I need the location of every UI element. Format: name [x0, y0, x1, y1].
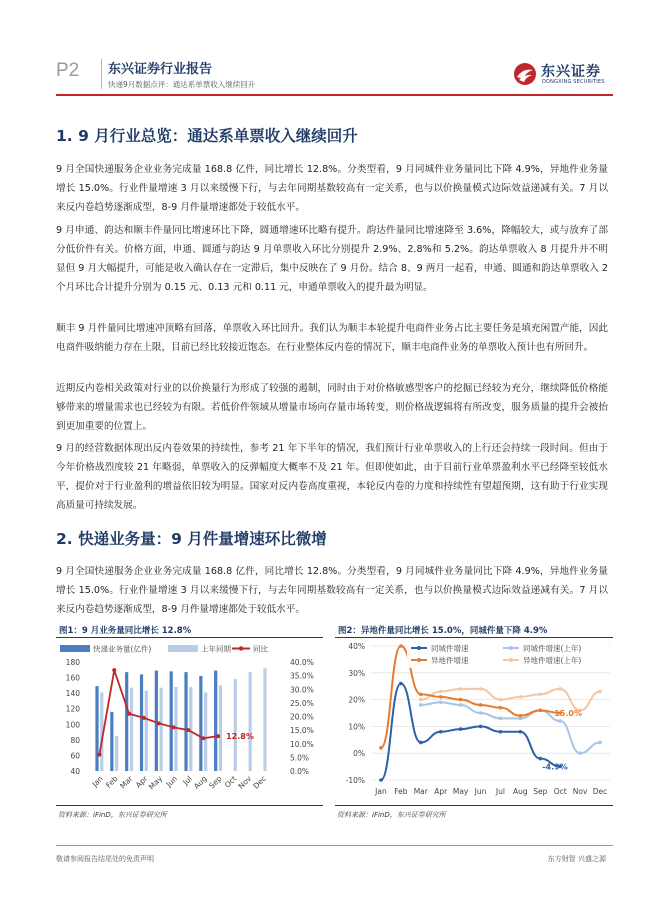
- chart1-bar-prev: [160, 688, 163, 771]
- chart2-series-point-1: [459, 698, 463, 702]
- section1-paragraph-3: 顺丰 9 月件量同比增速冲顶略有回落，单票收入环比回升。我们认为顺丰本轮提升电商件业务占比主要任务是填充闲置产能，因此电商件吸纳能力存在上限，目前已经比较接近饱态。在行业整体反内卷的情况下，顺丰电商件业务的单票收入预计也有所回升。: [56, 323, 608, 353]
- chart1-bar-current: [184, 672, 187, 771]
- chart1-right-tick: 30.0%: [290, 685, 314, 695]
- report-subtitle: 快递9月数据点评：通达系单票收入继续回升: [108, 80, 256, 89]
- chart1-left-tick: 180: [65, 658, 80, 667]
- chart2-series-point-0: [479, 725, 483, 729]
- chart2-series-point-0: [399, 682, 403, 686]
- chart1-left-tick: 160: [65, 673, 80, 683]
- chart1-bar-current: [95, 686, 98, 771]
- chart2-x-tick: Nov: [572, 787, 588, 796]
- header-rule: [56, 94, 613, 96]
- chart1-yoy-point: [127, 712, 131, 716]
- chart2-series-point-0: [538, 757, 542, 761]
- chart2-series-point-2: [479, 711, 483, 715]
- chart1-yoy-point: [157, 721, 161, 725]
- chart1-source-rule: [56, 805, 323, 806]
- chart2-x-tick: Jun: [474, 787, 487, 796]
- chart2-series-point-0: [419, 741, 423, 745]
- chart2-series-point-0: [459, 727, 463, 731]
- chart2: [335, 640, 615, 800]
- chart2-legend-label-2: 同城件增速(上年): [523, 644, 582, 653]
- chart2-series-point-0: [379, 778, 383, 782]
- chart2-series-point-3: [519, 695, 523, 699]
- chart2-y-tick: 30%: [348, 668, 365, 678]
- header-divider: [101, 59, 102, 89]
- chart2-y-tick: 20%: [348, 695, 365, 705]
- chart2-source-rule: [335, 805, 613, 806]
- chart2-source: 资料来源：iFinD，东兴证券研究所: [337, 811, 446, 819]
- chart1-bar-prev: [234, 679, 237, 771]
- chart1-bar-prev: [263, 668, 266, 771]
- chart2-series-point-2: [499, 717, 503, 721]
- report-title: 东兴证券行业报告: [108, 62, 213, 77]
- footer-disclaimer: 敬请参阅报告结尾处的免责声明: [56, 855, 154, 863]
- chart1-yoy-point: [186, 728, 190, 732]
- section1-paragraph-5: 9 月的经营数据体现出反内卷效果的持续性，参考 21 年下半年的情况，我们预计行业单票收入的上行还会持续一段时间。但由于今年价格战烈度较 21 年略弱，单票收入的反弹幅度大概率不及 21 年。但即使如此，由于目前行业单票盈利水平已经降至较低水平，提价对于行业盈利的增益依旧较为明显。国家对反内卷高度重视，本轮反内卷的力度和持续性有望超预期，这有助于行业实现高质量可持续发展。: [56, 443, 608, 511]
- chart1-annotation: 12.8%: [226, 732, 254, 742]
- chart1-right-tick: 5.0%: [290, 753, 310, 763]
- chart1-bar-current: [170, 671, 173, 771]
- chart1-legend-marker-2: [239, 646, 243, 650]
- chart2-legend-marker-0: [417, 646, 421, 650]
- chart2-y-tick: -10%: [345, 776, 365, 785]
- chart1-legend-label-1: 上年同期: [201, 644, 231, 654]
- chart1-x-tick: Oct: [222, 774, 239, 790]
- chart2-annotation-city: -4.9%: [542, 762, 568, 772]
- chart2-x-tick: Mar: [413, 787, 428, 796]
- logo-name-en: DONGXING SECURITIES: [542, 79, 605, 85]
- chart1-bar-current: [155, 671, 158, 771]
- chart1-x-tick: Feb: [103, 774, 120, 790]
- chart1-bar-prev: [115, 736, 118, 771]
- chart1-x-tick: Apr: [133, 774, 150, 790]
- section1-heading: 1. 9 月行业总览：通达系单票收入继续回升: [56, 127, 358, 145]
- chart1-right-tick: 25.0%: [290, 698, 314, 708]
- chart1-right-tick: 0.0%: [290, 767, 310, 776]
- chart2-series-point-1: [439, 695, 443, 699]
- chart1-title-rule: [56, 637, 323, 638]
- chart1-yoy-point: [97, 753, 101, 757]
- footer-rule: [56, 845, 613, 846]
- chart1-right-tick: 15.0%: [290, 726, 314, 736]
- chart1-left-tick: 40: [70, 767, 80, 776]
- chart2-legend-label-3: 异地件增速(上年): [523, 656, 582, 665]
- chart2-legend-marker-2: [509, 646, 513, 650]
- chart2-y-tick: 10%: [348, 722, 365, 732]
- chart2-legend-label-1: 异地件增速: [431, 656, 469, 665]
- chart2-series-point-2: [439, 700, 443, 704]
- chart2-series-point-2: [578, 751, 582, 755]
- company-logo: [513, 60, 613, 88]
- chart2-x-tick: Jan: [375, 787, 387, 796]
- chart1-legend-label-2: 同比: [253, 644, 268, 654]
- chart1-bar-prev: [130, 688, 133, 771]
- chart1-bar-current: [199, 676, 202, 771]
- chart1-bar-prev: [219, 685, 222, 771]
- chart1-x-tick: May: [146, 774, 165, 792]
- chart1-right-tick: 20.0%: [290, 712, 314, 722]
- chart1-left-tick: 100: [65, 720, 80, 730]
- chart1-yoy-point: [112, 668, 116, 672]
- chart2-series-point-1: [399, 644, 403, 648]
- logo-mark-icon: [513, 62, 537, 86]
- chart1-bar-prev: [204, 692, 207, 771]
- chart2-series-point-1: [419, 692, 423, 696]
- chart2-series-point-1: [479, 703, 483, 707]
- chart2-series-point-0: [499, 730, 503, 734]
- chart2-title-rule: [335, 637, 613, 638]
- chart1-x-tick: Nov: [236, 774, 254, 791]
- chart1-left-tick: 60: [70, 751, 80, 761]
- chart2-x-tick: Jul: [495, 787, 505, 796]
- chart2-x-tick: Aug: [513, 787, 528, 796]
- chart2-series-point-0: [519, 730, 523, 734]
- chart2-legend-label-0: 同城件增速: [431, 644, 469, 653]
- chart1-bar-prev: [145, 691, 148, 771]
- chart2-x-tick: Feb: [394, 787, 408, 796]
- chart1-bar-current: [140, 674, 143, 771]
- chart2-x-tick: Oct: [553, 787, 567, 796]
- chart1-x-tick: Aug: [191, 774, 209, 791]
- chart1-bar-current: [110, 712, 113, 771]
- chart2-x-tick: Apr: [434, 787, 448, 796]
- chart2-series-point-3: [538, 692, 542, 696]
- chart2-x-tick: Sep: [533, 787, 548, 796]
- section1-paragraph-2: 9 月申通、韵达和顺丰件量同比增速环比下降，圆通增速环比略有提升。韵达件量同比增速降至 3.6%，降幅较大，或与放弃了部分低价件有关。价格方面，申通、圆通与韵达 9 月单票收入环比分别提升 2.9%、2.8%和 5.2%。韵达单票收入 8 月提升并不明显但 9 月大幅提升，可能是收入确认存在一定滞后，集中反映在了 9 月份。结合 8、9 两月一起看，申通、圆通和韵达单票收入 2 个月环比合计提升分别为 0.15 元、0.13 元和 0.11 元，申通单票收入的提升最为明显。: [56, 225, 608, 293]
- chart2-series-point-1: [379, 746, 383, 750]
- chart1-right-tick: 10.0%: [290, 739, 314, 749]
- chart1-x-tick: Jun: [164, 774, 179, 789]
- chart2-legend-marker-1: [417, 658, 421, 662]
- chart1-bar-prev: [249, 672, 252, 771]
- chart1-left-tick: 140: [65, 689, 80, 699]
- chart1-right-tick: 35.0%: [290, 671, 314, 681]
- chart1-source: 资料来源：iFinD，东兴证券研究所: [58, 811, 167, 819]
- chart2-series-point-0: [439, 730, 443, 734]
- page-header: [0, 0, 662, 104]
- chart2-y-tick: 0%: [353, 749, 365, 759]
- chart1-right-tick: 40.0%: [290, 658, 314, 667]
- chart2-series-point-3: [499, 698, 503, 702]
- section1-paragraph-1: 9 月全国快递服务企业业务完成量 168.8 亿件，同比增长 12.8%。分类型看，9 月同城件业务量同比下降 4.9%，异地件业务量增长 15.0%。行业件量增速 3 月以来缓慢下行，与去年同期基数较高有一定关系，也与以价换量模式边际效益递减有关。7 月以来反内卷趋势逐渐成型，8-9 月件量增速都处于较低水平。: [56, 164, 608, 213]
- chart1-legend-label-0: 快递业务量(亿件): [93, 644, 152, 654]
- chart2-y-tick: 40%: [348, 642, 365, 651]
- chart2-series-point-3: [479, 687, 483, 691]
- chart1-left-tick: 120: [65, 704, 80, 714]
- chart1-x-tick: Jan: [90, 774, 105, 789]
- chart2-series-point-1: [499, 706, 503, 710]
- chart1-yoy-point: [201, 736, 205, 740]
- chart2-x-tick: Dec: [592, 787, 608, 796]
- chart2-series-point-3: [558, 687, 562, 691]
- chart2-series-point-3: [459, 687, 463, 691]
- chart2-title: 图2：异地件量同比增长 15.0%，同城件量下降 4.9%: [338, 626, 548, 636]
- chart2-series-point-2: [419, 703, 423, 707]
- chart1-yoy-point: [142, 716, 146, 720]
- section2-heading: 2. 快递业务量：9 月件量增速环比微增: [56, 530, 327, 548]
- chart2-series-point-3: [419, 698, 423, 702]
- chart1-left-tick: 80: [70, 735, 80, 745]
- chart1-x-tick: Dec: [251, 774, 268, 791]
- chart2-series-line-0: [381, 684, 560, 780]
- chart1-legend-swatch-1: [168, 645, 198, 652]
- chart1-x-tick: Sep: [207, 774, 224, 791]
- chart1-title: 图1：9 月业务量同比增长 12.8%: [59, 626, 192, 636]
- chart2-series-point-3: [439, 690, 443, 694]
- chart2-series-point-3: [598, 690, 602, 694]
- chart2-series-point-1: [519, 714, 523, 718]
- chart2-series-point-1: [538, 709, 542, 713]
- chart2-series-point-2: [598, 741, 602, 745]
- page-number: P2: [56, 60, 80, 81]
- chart1-bar-current: [125, 672, 128, 771]
- chart1-legend-swatch-0: [60, 645, 90, 652]
- chart2-series-point-2: [558, 719, 562, 723]
- chart1-yoy-point: [216, 734, 220, 738]
- chart1-bar-current: [214, 671, 217, 771]
- chart1: [56, 640, 326, 800]
- chart1-x-tick: Mar: [118, 774, 135, 791]
- chart1-x-tick: Jul: [181, 774, 194, 787]
- chart1-yoy-point: [172, 725, 176, 729]
- footer-slogan: 东方财智 兴盛之源: [547, 855, 606, 863]
- chart2-x-tick: May: [452, 787, 469, 796]
- chart2-annotation-inter: 15.0%: [554, 709, 582, 718]
- section2-paragraph-1: 9 月全国快递服务企业业务完成量 168.8 亿件，同比增长 12.8%。分类型看，9 月同城件业务量同比下降 4.9%，异地件业务量增长 15.0%。行业件量增速 3 月以来缓慢下行，与去年同期基数较高有一定关系，也与以价换量模式边际效益递减有关。7 月以来反内卷趋势逐渐成型，8-9 月件量增速都处于较低水平。: [56, 566, 608, 615]
- chart2-legend-marker-3: [509, 658, 513, 662]
- chart2-series-point-2: [459, 703, 463, 707]
- logo-name-cn: 东兴证券: [541, 64, 601, 80]
- section1-paragraph-4: 近期反内卷相关政策对行业的以价换量行为形成了较强的遏制，同时由于对价格敏感型客户的挖掘已经较为充分，继续降低价格能够带来的增量需求也已经较为有限。若低价件领域从增量市场向存量市场转变，则价格战逻辑将有所改变，服务质量的提升会被抬到更加重要的位置上。: [56, 383, 608, 432]
